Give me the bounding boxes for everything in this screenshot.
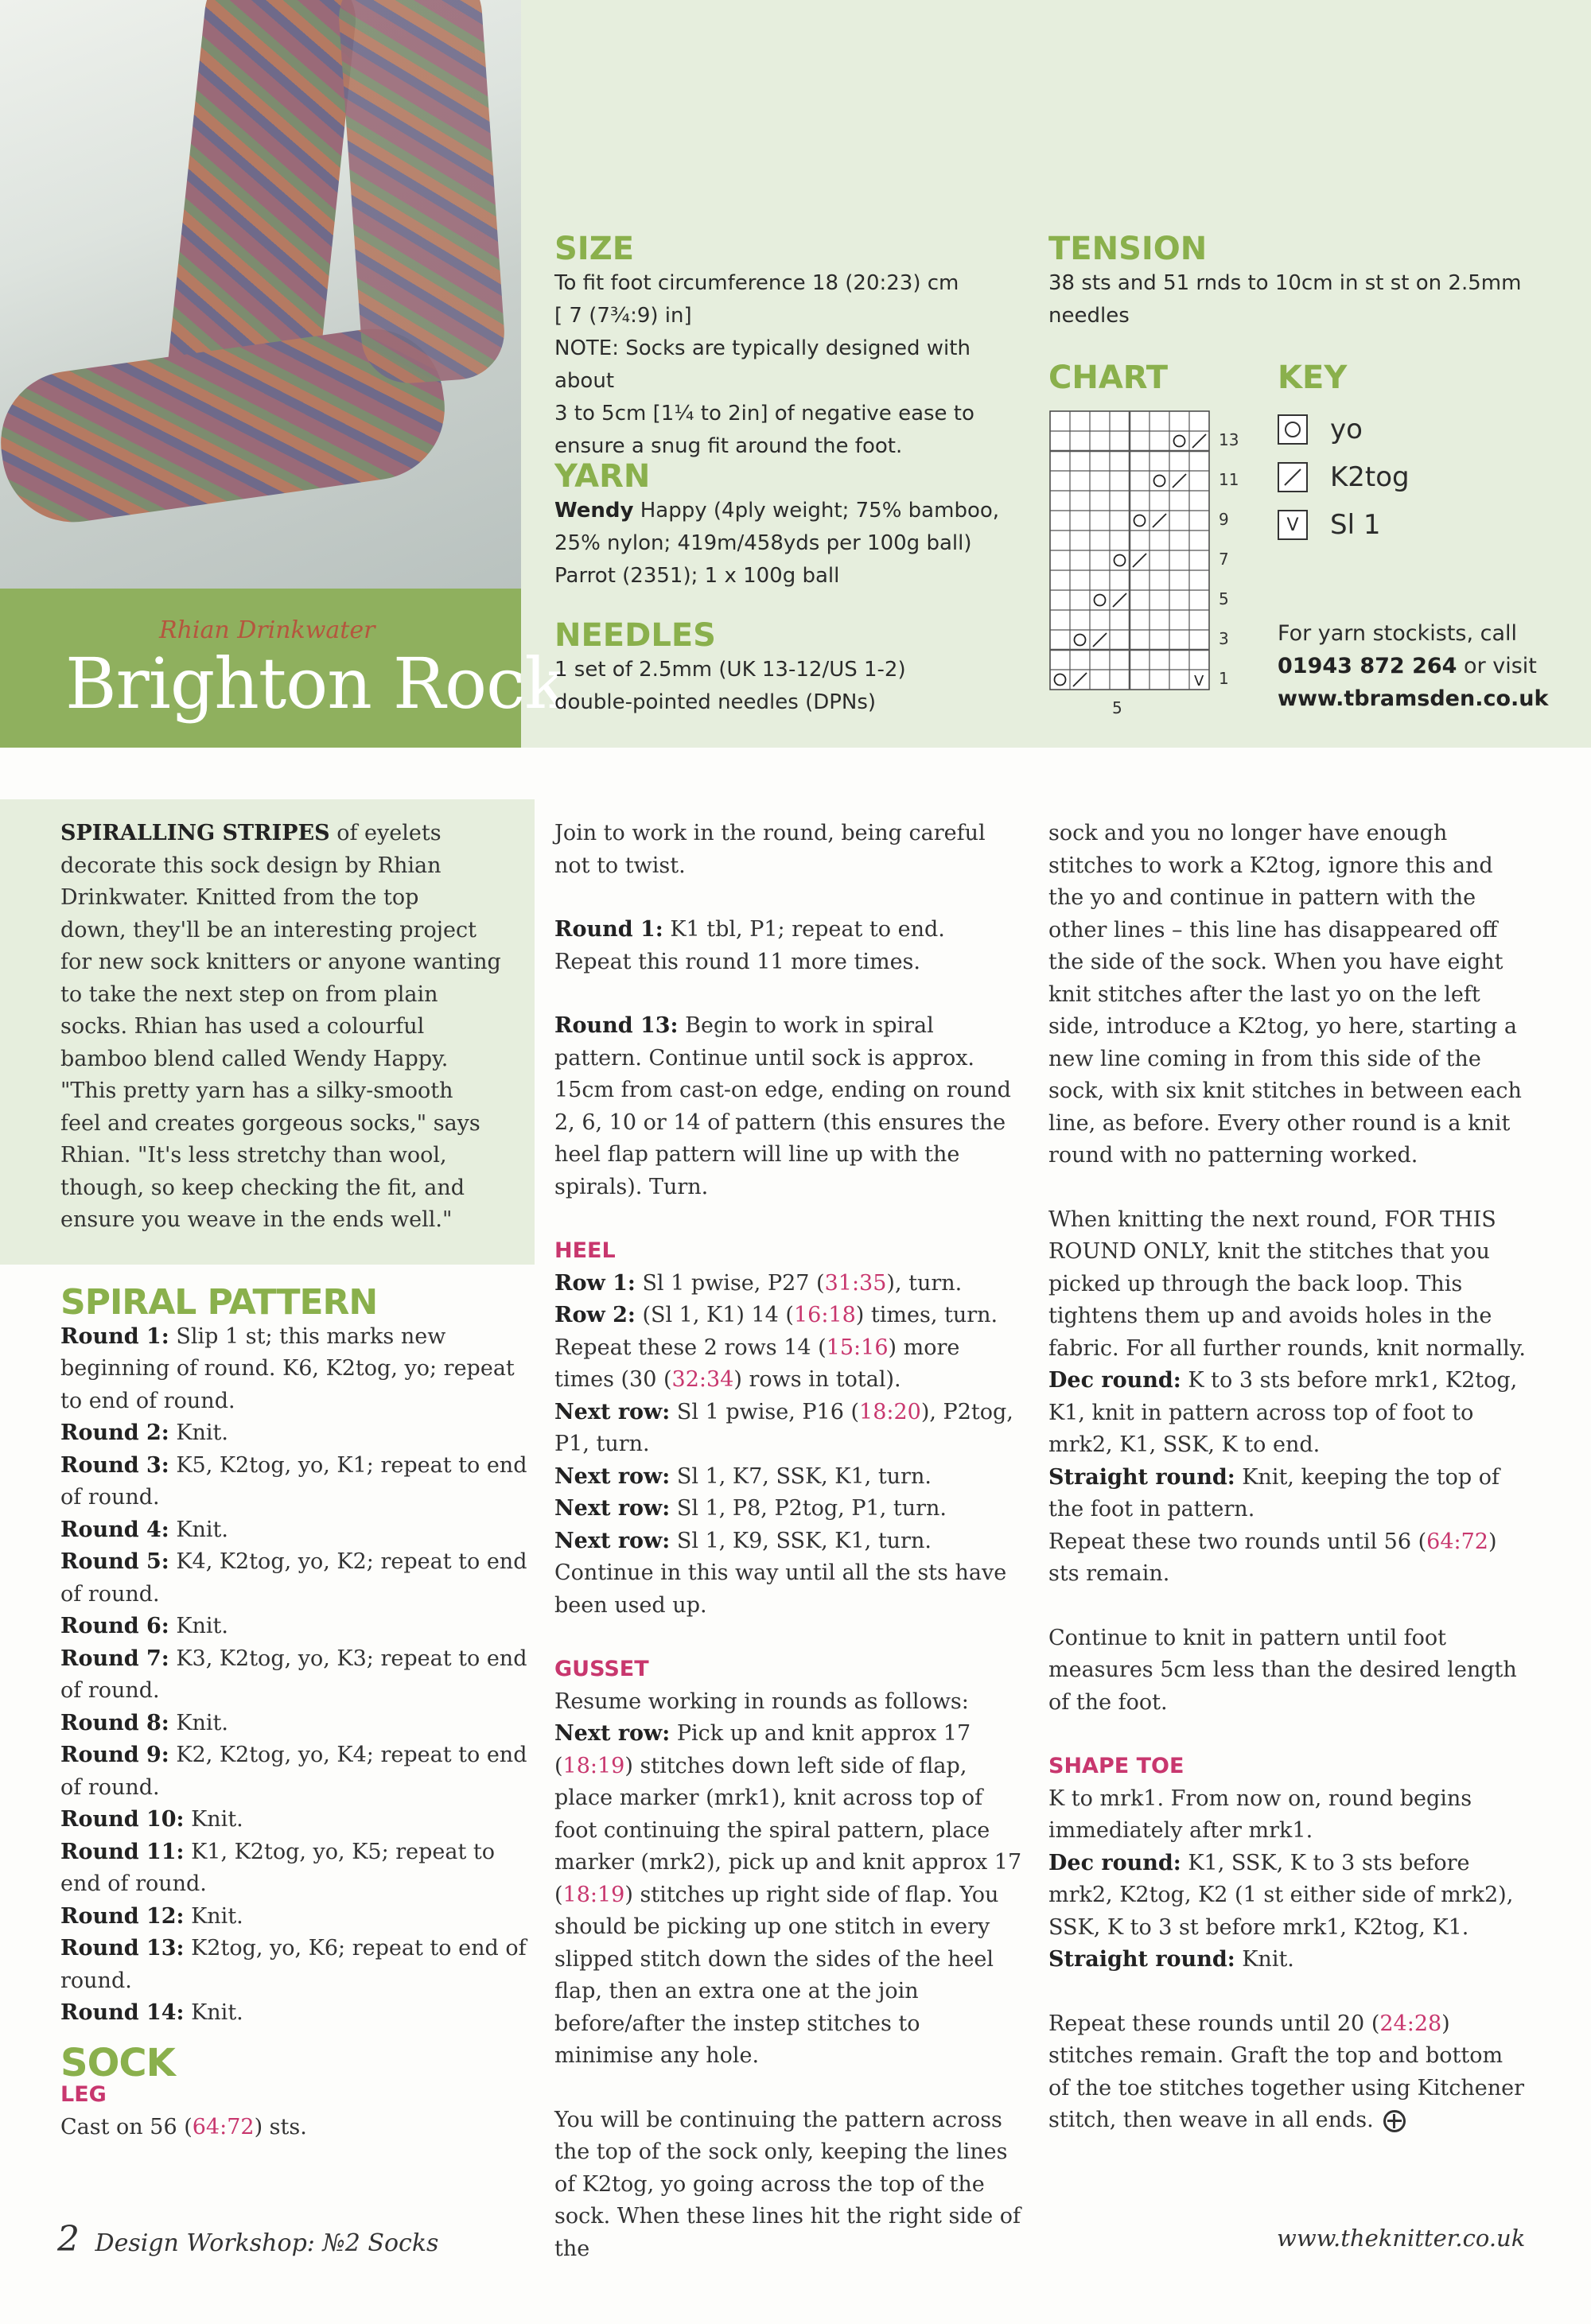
row-label: Next row: xyxy=(554,1721,671,1746)
key-list xyxy=(1278,414,1580,541)
round-text: K1 tbl, P1; repeat to end. xyxy=(670,917,945,942)
chart-row-label: 1 xyxy=(1219,669,1229,688)
repeat-rounds xyxy=(1048,1526,1526,1591)
round-text: K4, K2tog, yo, K2; repeat to end of round. xyxy=(60,1549,527,1607)
footer-website[interactable]: www.theknitter.co.uk xyxy=(1277,2225,1526,2252)
row-text: ), turn. xyxy=(886,1270,963,1296)
intro-line: down, they'll be an interesting project xyxy=(60,917,477,942)
spiral-round xyxy=(60,1643,530,1708)
row-text: Repeat these 2 rows 14 ( xyxy=(554,1335,827,1360)
row-label: Next row: xyxy=(554,1528,671,1553)
rib-round-1 xyxy=(554,914,1024,946)
footer-left xyxy=(57,2219,438,2260)
row-alt: 16:18 xyxy=(793,1303,856,1327)
author-byline: Rhian Drinkwater xyxy=(159,616,375,644)
heel-next-3 xyxy=(554,1493,1024,1525)
cast-on-alt: 64:72 xyxy=(192,2114,255,2139)
yarn-heading: YARN xyxy=(554,458,651,495)
page-title: Brighton Rock xyxy=(65,643,566,725)
intro-lead: SPIRALLING STRIPES xyxy=(60,821,330,845)
intro-line: Rhian. "It's less stretchy than wool, xyxy=(60,1143,447,1168)
shape-toe-heading: SHAPE TOE xyxy=(1048,1754,1184,1778)
row-label: Straight round: xyxy=(1048,1464,1235,1490)
row-text: Sl 1, K7, SSK, K1, turn. xyxy=(676,1463,932,1489)
row-text: Knit, keeping the top of the foot in pattern. xyxy=(1048,1464,1500,1521)
heel-row-2 xyxy=(554,1300,1024,1332)
row-text: ) times, turn. xyxy=(855,1303,998,1327)
tension-text xyxy=(1048,267,1558,332)
spiral-section xyxy=(60,1282,530,2143)
round-text: Knit. xyxy=(191,2000,243,2025)
toe-straight-round xyxy=(1048,1944,1526,1976)
join-text: Join to work in the round, being careful not to twist. xyxy=(554,821,986,878)
cast-on-part: Cast on 56 ( xyxy=(60,2114,193,2139)
dec-round xyxy=(1048,1365,1526,1462)
round-label: Round 12: xyxy=(60,1903,185,1929)
spiral-round xyxy=(60,1804,530,1836)
row-label: Next row: xyxy=(554,1496,671,1521)
spiral-round xyxy=(60,1933,530,1997)
row-text: Sl 1, P8, P2tog, P1, turn. xyxy=(676,1496,947,1521)
chart-row-label: 11 xyxy=(1219,470,1239,489)
round-label: Round 5: xyxy=(60,1549,169,1574)
cast-on-text xyxy=(60,2112,530,2144)
intro-line: Drinkwater. Knitted from the top xyxy=(60,885,419,910)
yarn-line: 25% nylon; 419m/458yds per 100g ball) xyxy=(554,531,972,555)
toe-final xyxy=(1048,2008,1526,2137)
round-text: Slip 1 st; this marks new beginning of round. K6, K2tog, yo; repeat to end of round. xyxy=(60,1323,515,1413)
end-mark-icon xyxy=(1383,2110,1406,2132)
round-label: Round 11: xyxy=(60,1839,185,1864)
intro-line: though, so keep checking the fit, and xyxy=(60,1175,465,1200)
row-text: Knit. xyxy=(1242,1947,1294,1972)
row-label: Dec round: xyxy=(1048,1368,1181,1393)
needles-heading: NEEDLES xyxy=(554,617,716,654)
heel-row-1 xyxy=(554,1268,1024,1300)
round-text: K5, K2tog, yo, K1; repeat to end of round. xyxy=(60,1452,527,1510)
heel-heading: HEEL xyxy=(554,1238,616,1263)
yo-symbol-icon xyxy=(1278,414,1308,445)
round-label: Round 10: xyxy=(60,1807,185,1832)
row-text: (Sl 1, K1) 14 ( xyxy=(642,1303,794,1327)
heel-next-4 xyxy=(554,1525,1024,1558)
row-alt: 18:20 xyxy=(859,1399,921,1424)
yarn-brand: Wendy xyxy=(554,499,634,523)
tension-line: needles xyxy=(1048,304,1130,328)
intro-line: "This pretty yarn has a silky-smooth xyxy=(60,1078,453,1103)
row-text: ) stitches down left side of flap, place marker (mrk1), knit across top of foot continuing the spiral pattern, place marker (mrk2), pick up and knit approx 17 ( xyxy=(554,1753,1022,1907)
row-alt: 24:28 xyxy=(1379,2011,1442,2036)
row-text: ) sts remain. xyxy=(1048,1529,1497,1586)
continuing-text: You will be continuing the pattern across the top of the sock only, keeping the lines of K2tog, yo going across the top of the sock. When these lines hit the right side of the xyxy=(554,2107,1021,2261)
row-label: Dec round: xyxy=(1048,1850,1181,1875)
cast-on-end: ) sts. xyxy=(254,2114,307,2139)
chart-col-label: 5 xyxy=(1112,698,1122,717)
knitting-chart xyxy=(1048,410,1255,724)
spiral-round xyxy=(60,1417,530,1450)
row-alt: 18:19 xyxy=(562,1882,625,1907)
sock-photo xyxy=(0,0,521,589)
intro-line: of eyelets xyxy=(336,821,442,845)
spiral-round-list xyxy=(60,1321,530,2030)
key-heading: KEY xyxy=(1278,359,1348,396)
round-label: Round 9: xyxy=(60,1743,169,1767)
size-text xyxy=(554,267,1032,463)
yarn-text xyxy=(554,495,1032,593)
size-section xyxy=(554,231,1032,463)
stockists-phone: 01943 872 264 xyxy=(1278,654,1457,678)
round-text: K3, K2tog, yo, K3; repeat to end of round. xyxy=(60,1646,527,1703)
row-label: Next row: xyxy=(554,1399,671,1424)
yarn-line: Parrot (2351); 1 x 100g ball xyxy=(554,564,840,588)
row-text: ), P2tog, P1, turn. xyxy=(554,1399,1013,1456)
round-text: K2, K2tog, yo, K4; repeat to end of round. xyxy=(60,1743,527,1800)
heel-next-1 xyxy=(554,1397,1024,1461)
row-alt: 32:34 xyxy=(671,1367,734,1392)
spiral-round xyxy=(60,1739,530,1804)
yarn-section xyxy=(554,458,1032,593)
col3-para-3: Continue to knit in pattern until foot measures 5cm less than the desired length of the foot. xyxy=(1048,1625,1517,1715)
chart-slip-mark: V xyxy=(1194,673,1204,690)
round-text: Knit. xyxy=(191,1807,243,1832)
needles-text xyxy=(554,654,1032,719)
tension-heading: TENSION xyxy=(1048,231,1208,267)
intro-line: to take the next step on from plain xyxy=(60,981,438,1007)
round-text: K1, K2tog, yo, K5; repeat to end of round. xyxy=(60,1839,496,1896)
column-2 xyxy=(554,818,1024,2265)
row-text: K to 3 sts before mrk1, K2tog, K1, knit in pattern across top of foot to mrk2, K1, SSK, K to end. xyxy=(1048,1368,1518,1457)
row-alt: 64:72 xyxy=(1426,1529,1488,1554)
spiral-round xyxy=(60,1836,530,1901)
k2tog-symbol-icon xyxy=(1278,462,1308,492)
round-text: K2tog, yo, K6; repeat to end of round. xyxy=(60,1936,527,1993)
straight-round xyxy=(1048,1462,1526,1526)
chart-row-label: 5 xyxy=(1219,589,1229,608)
row-text: Sl 1 pwise, P16 ( xyxy=(676,1399,860,1424)
size-heading: SIZE xyxy=(554,231,635,267)
needles-line: double-pointed needles (DPNs) xyxy=(554,690,877,714)
intro-line: bamboo blend called Wendy Happy. xyxy=(60,1046,449,1071)
round-label: Round 1: xyxy=(60,1323,169,1349)
stockists-or-visit: or visit xyxy=(1464,654,1537,678)
spiral-round xyxy=(60,1321,530,1418)
round-text: Knit. xyxy=(176,1710,228,1735)
key-item-k2tog xyxy=(1278,461,1580,493)
publication-name: Design Workshop: №2 Socks xyxy=(95,2229,439,2257)
key-label: yo xyxy=(1330,414,1363,445)
row-text: Repeat these two rounds until 56 ( xyxy=(1048,1529,1427,1554)
round-text: Knit. xyxy=(176,1614,228,1638)
spiral-heading: SPIRAL PATTERN xyxy=(60,1282,378,1323)
round-label: Round 13: xyxy=(554,1013,679,1038)
round-label: Round 2: xyxy=(60,1420,169,1445)
round-13-text xyxy=(554,1010,1024,1203)
row-text: Sl 1, K9, SSK, K1, turn. xyxy=(676,1528,932,1553)
gusset-intro: Resume working in rounds as follows: xyxy=(554,1689,969,1714)
heel-repeat xyxy=(554,1332,1024,1397)
spiral-round xyxy=(60,1546,530,1611)
page-number: 2 xyxy=(57,2219,80,2260)
row-text: ) rows in total). xyxy=(733,1367,901,1392)
row-text: Pick up and knit approx 17 ( xyxy=(554,1721,971,1778)
key-label: Sl 1 xyxy=(1330,509,1381,541)
chart-row-label: 3 xyxy=(1219,629,1229,648)
row-text: Repeat these rounds until 20 ( xyxy=(1048,2011,1380,2036)
round-label: Round 8: xyxy=(60,1710,169,1735)
spiral-round xyxy=(60,1708,530,1740)
toe-dec-round xyxy=(1048,1848,1526,1945)
intro-line: feel and creates gorgeous socks," says xyxy=(60,1110,480,1136)
round-text: Begin to work in spiral pattern. Continue until sock is approx. 15cm from cast-on edge, ending on round 2, 6, 10 or 14 of pattern (this ensures the heel flap pattern will line up with the spirals). Turn. xyxy=(554,1013,1011,1199)
toe-intro: K to mrk1. From now on, round begins immediately after mrk1. xyxy=(1048,1786,1472,1843)
row-label: Row 2: xyxy=(554,1303,636,1327)
spiral-round xyxy=(60,1611,530,1643)
row-label: Row 1: xyxy=(554,1270,636,1296)
round-label: Round 7: xyxy=(60,1646,169,1671)
row-label: Straight round: xyxy=(1048,1947,1235,1972)
chart-row-label: 13 xyxy=(1219,430,1239,449)
heel-continue: Continue in this way until all the sts have been used up. xyxy=(554,1560,1007,1618)
round-label: Round 1: xyxy=(554,917,663,942)
round-label: Round 3: xyxy=(60,1452,169,1478)
size-line: ensure a snug fit around the foot. xyxy=(554,434,903,458)
key-item-yo xyxy=(1278,414,1580,445)
intro-line: socks. Rhian has used a colourful xyxy=(60,1014,425,1039)
size-line: To fit foot circumference 18 (20:23) cm xyxy=(554,271,959,295)
stockists-info xyxy=(1278,617,1580,715)
round-text: Knit. xyxy=(176,1517,228,1542)
row-text: K1, SSK, K to 3 sts before mrk2, K2tog, K2 (1 st either side of mrk2), SSK, K to 3 st before mrk1, K2tog, K1. xyxy=(1048,1850,1514,1940)
stockists-line: For yarn stockists, call xyxy=(1278,621,1518,646)
gusset-next-row xyxy=(554,1718,1024,2073)
round-label: Round 4: xyxy=(60,1517,169,1542)
yarn-line: Happy (4ply weight; 75% bamboo, xyxy=(640,499,1000,523)
row-text: ) stitches remain. Graft the top and bottom of the toe stitches together using Kitchener stitch, then weave in all ends. xyxy=(1048,2011,1525,2132)
size-line: NOTE: Socks are typically designed with about xyxy=(554,336,971,393)
round-label: Round 13: xyxy=(60,1936,185,1961)
row-alt: 15:16 xyxy=(826,1335,889,1360)
spiral-round xyxy=(60,1901,530,1933)
intro-line: ensure you weave in the ends well." xyxy=(60,1207,453,1232)
chart-section xyxy=(1048,359,1287,396)
intro-line: decorate this sock design by Rhian xyxy=(60,853,442,878)
spiral-round xyxy=(60,1514,530,1547)
sock-heading: SOCK xyxy=(60,2040,175,2085)
size-line: [ 7 (7¾:9) in] xyxy=(554,304,692,328)
column-3 xyxy=(1048,818,1526,2137)
row-text: ) more times (30 ( xyxy=(554,1335,960,1392)
intro-line: for new sock knitters or anyone wanting xyxy=(60,950,501,974)
row-text: ) stitches up right side of flap. You should be picking up one stitch in every slipped stitch down the sides of the heel flap, then an extra one at the join before/after the instep stitches to minimise any hole. xyxy=(554,1882,999,2068)
gusset-heading: GUSSET xyxy=(554,1657,649,1681)
needles-section xyxy=(554,617,1032,719)
row-alt: 31:35 xyxy=(824,1270,887,1296)
heel-next-2 xyxy=(554,1461,1024,1494)
needles-line: 1 set of 2.5mm (UK 13-12/US 1-2) xyxy=(554,658,906,682)
row-label: Next row: xyxy=(554,1463,671,1489)
tension-line: 38 sts and 51 rnds to 10cm in st st on 2.5mm xyxy=(1048,271,1522,295)
round-label: Round 6: xyxy=(60,1614,169,1638)
spiral-round xyxy=(60,1997,530,2030)
intro-text xyxy=(60,818,522,1237)
key-label: K2tog xyxy=(1330,461,1410,493)
stockists-website[interactable]: www.tbramsden.co.uk xyxy=(1278,686,1549,711)
tension-section xyxy=(1048,231,1558,332)
spiral-round xyxy=(60,1450,530,1514)
leg-heading: LEG xyxy=(60,2082,107,2107)
key-section xyxy=(1278,359,1580,715)
rib-repeat: Repeat this round 11 more times. xyxy=(554,949,920,974)
round-label: Round 14: xyxy=(60,2000,185,2025)
col3-para-1: sock and you no longer have enough stitches to work a K2tog, ignore this and the yo and continue in pattern with the other lines – this line has disappeared off the side of the sock. When you have eight knit stitches after the last yo on the left side, introduce a K2tog, yo here, starting a new line coming in from this side of the sock, with six knit stitches in between each line, as before. Every other round is a knit round with no patterning worked. xyxy=(1048,821,1522,1168)
row-text: Sl 1 pwise, P27 ( xyxy=(642,1270,825,1296)
round-text: Knit. xyxy=(191,1903,243,1929)
size-line: 3 to 5cm [1¼ to 2in] of negative ease to xyxy=(554,402,974,426)
key-item-slip xyxy=(1278,509,1580,541)
sock-shape-right xyxy=(336,0,508,387)
row-alt: 18:19 xyxy=(562,1753,625,1778)
chart-row-label: 9 xyxy=(1219,510,1229,529)
slip-symbol-icon: V xyxy=(1278,510,1308,540)
chart-row-label: 7 xyxy=(1219,550,1229,569)
col3-para-2: When knitting the next round, FOR THIS ROUND ONLY, knit the stitches that you picked up through the back loop. This tightens them up and avoids holes in the fabric. For all further rounds, knit normally. xyxy=(1048,1207,1526,1361)
round-text: Knit. xyxy=(176,1420,228,1445)
chart-heading: CHART xyxy=(1048,359,1169,396)
